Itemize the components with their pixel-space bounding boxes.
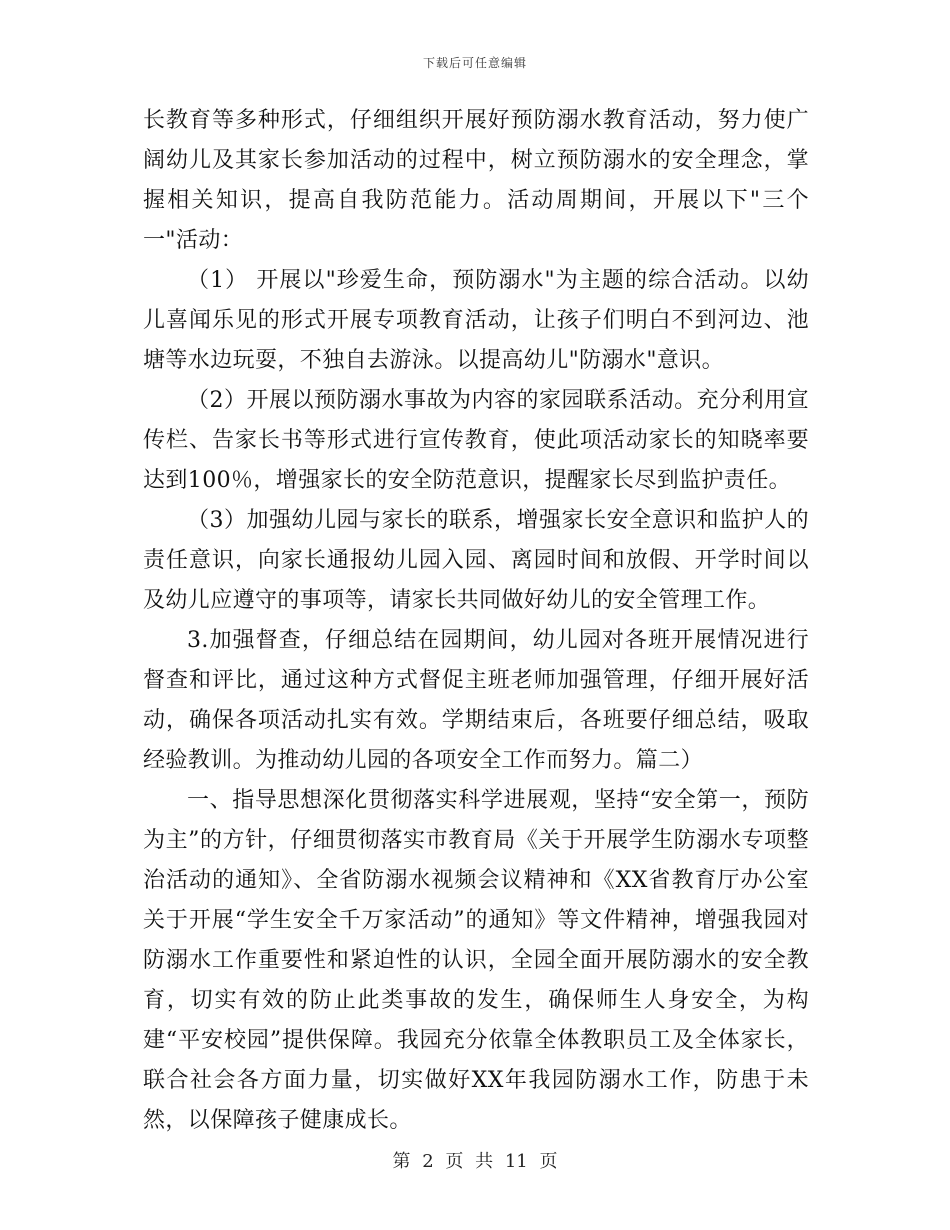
paragraph-item-2: （2）开展以预防溺水事故为内容的家园联系活动。充分利用宣传栏、告家长书等形式进行宣传教育，使此项活动家长的知晓率要达到100％，增强家长的安全防范意识，提醒家长尽到监护责任。 <box>143 388 809 493</box>
paragraph-supervision: 3.加强督查，仔细总结在园期间，幼儿园对各班开展情况进行督查和评比，通过这种方式督促主班老师加强管理，仔细开展好活动，确保各项活动扎实有效。学期结束后，各班要仔细总结，吸取经验教训。为推动幼儿园的各项安全工作而努力。篇二） <box>143 628 809 773</box>
page-number: 第 2 页 共 11 页 <box>392 1151 558 1172</box>
paragraph-item-3: （3）加强幼儿园与家长的联系，增强家长安全意识和监护人的责任意识，向家长通报幼儿园入园、离园时间和放假、开学时间以及幼儿应遵守的事项等，请家长共同做好幼儿的安全管理工作。 <box>143 508 809 613</box>
page-header: 下载后可任意编辑 <box>422 56 527 70</box>
paragraph-continuation: 长教育等多种形式，仔细组织开展好预防溺水教育活动，努力使广阔幼儿及其家长参加活动的过程中，树立预防溺水的安全理念，掌握相关知识，提高自我防范能力。活动周期间，开展以下"三个一"活动： <box>143 108 809 253</box>
paragraph-guiding-ideology: 一、指导思想深化贯彻落实科学进展观，坚持“安全第一，预防为主”的方针，仔细贯彻落实市教育局《关于开展学生防溺水专项整治活动的通知》、全省防溺水视频会议精神和《XX省教育厅办公室关于开展“学生安全千万家活动”的通知》等文件精神，增强我园对防溺水工作重要性和紧迫性的认识，全园全面开展防溺水的安全教育，切实有效的防止此类事故的发生，确保师生人身安全，为构建“平安校园”提供保障。我园充分依靠全体教职员工及全体家长，联合社会各方面力量，切实做好XX年我园防溺水工作，防患于未然，以保障孩子健康成长。 <box>143 788 809 1133</box>
paragraph-item-1: （1） 开展以"珍爱生命，预防溺水"为主题的综合活动。以幼儿喜闻乐见的形式开展专项教育活动，让孩子们明白不到河边、池塘等水边玩耍，不独自去游泳。以提高幼儿"防溺水"意识。 <box>143 268 809 373</box>
document-body <box>143 101 809 1141</box>
